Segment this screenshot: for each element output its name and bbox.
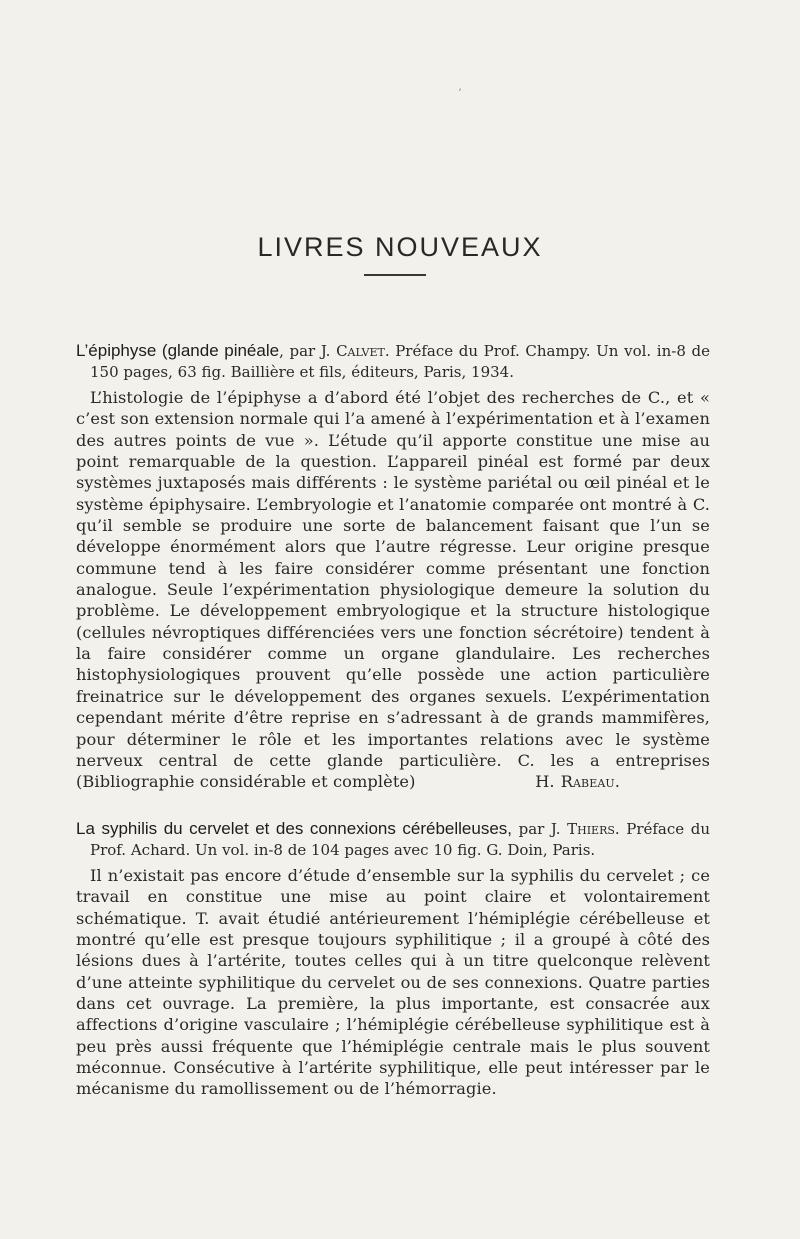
review-signature [521, 771, 620, 792]
page-title: LIVRES NOUVEAUX [257, 232, 543, 263]
ink-speck: ʼ [458, 88, 462, 99]
review-by: , par J. [279, 342, 331, 360]
signature-name: Rabeau. [560, 772, 620, 792]
review-heading [76, 340, 710, 383]
review-details: . Préface du Prof. Achard. Un vol. in-8 de 104 pages avec 10 fig. G. Doin, Paris. [90, 820, 710, 859]
review-body [76, 387, 710, 793]
review-title: L’épiphyse (glande pinéale [76, 341, 280, 360]
review-epiphyse [76, 340, 710, 793]
review-details: . Préface du Prof. Champy. Un vol. in-8 de 150 pages, 63 fig. Baillière et fils, éditeurs, Paris, 1934. [90, 342, 710, 381]
review-body: Il n’existait pas encore d’étude d’ensemble sur la syphilis du cervelet ; ce travail en constitue une mise au point claire et volontairement schématique. T. avait étudié antérieurement l’hémiplégie cérébelleuse et montré qu’elle est presque toujours syphilitique ; il a groupé à côté des lésions dues à l’artérite, toutes celles qui à un titre quelconque relèvent d’une atteinte syphilitique du cervelet ou de ses connexions. Quatre parties dans cet ouvrage. La première, la plus importante, est consacrée aux affections d’origine vasculaire ; l’hémiplégie cérébelleuse syphilitique est à peu près aussi fréquente que l’hémiplégie centrale mais le plus souvent méconnue. Consécutive à l’artérite syphilitique, elle peut intéresser par le mécanisme du ramollissement ou de l’hémorragie. [76, 866, 710, 1099]
review-text: L’histologie de l’épiphyse a d’abord été l’objet des recherches de C., et « c’est son extension normale qui l’a amené à l’expérimentation et à l’examen des autres points de vue ». L’étude qu’il apporte constitue une mise au point remarquable de la question. L’appareil pinéal est formé par deux systèmes juxtaposés mais différents : le système pariétal ou œil pinéal et le système épiphysaire. L’embryologie et l’anatomie comparée ont montré à C. qu’il semble se produire une sorte de balancement faisant que l’un se développe énormément alors que l’autre régresse. Leur origine presque commune tend à les faire considérer comme présentant une fonction analogue. Seule l’expérimentation physiologique demeure la solution du problème. Le développement embryologique et la structure histologique (cellules névroptiques différenciées vers une fonction sécrétoire) tendent à la faire considérer comme un organe glandulaire. Les recherches histophysiologiques prouvent qu’elle possède une action particulière freinatrice sur le développement des organes sexuels. L’expérimentation cependant mérite d’être reprise en s’adressant à de grands mammifères, pour déterminer le rôle et les importantes relations avec le système nerveux central de cette glande particulière. C. les a entreprises (Bibliographie considérable et complète) [76, 388, 710, 792]
title-rule [364, 274, 426, 276]
review-author: Calvet [336, 342, 385, 360]
review-author: Thiers [567, 820, 615, 838]
review-by: par J. [518, 820, 561, 838]
review-heading [76, 818, 710, 861]
signature-initial: H. [535, 772, 555, 792]
review-title: La syphilis du cervelet et des connexions cérébelleuses, [76, 819, 513, 838]
review-syphilis-cervelet [76, 818, 710, 1100]
